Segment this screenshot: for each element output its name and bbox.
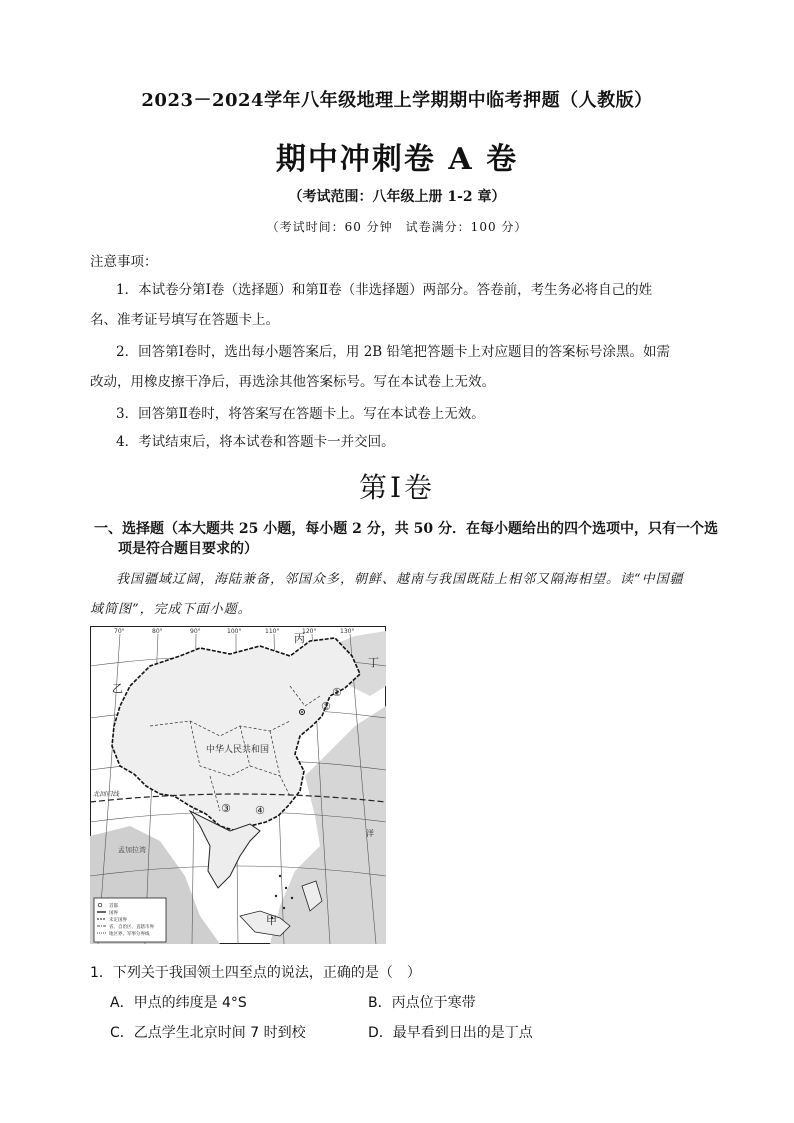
bay-of-bengal-label: 孟加拉湾: [118, 846, 146, 854]
tropic-of-cancer-label: 北回归线: [93, 790, 119, 798]
question-1-option-d[interactable]: D．最早看到日出的是丁点: [368, 1025, 533, 1041]
notes-heading: 注意事项：: [90, 254, 158, 270]
longitude-label: 80°: [152, 628, 163, 635]
point-ding: 丁: [368, 656, 379, 669]
longitude-label: 110°: [265, 628, 280, 635]
legend-item: 国界: [109, 911, 118, 916]
country-label: 中华人民共和国: [206, 745, 270, 755]
note-item-1: 1．本试卷分第Ⅰ卷（选择题）和第Ⅱ卷（非选择题）两部分。答卷前，考生务必将自己的姓: [116, 282, 653, 298]
point-bing: 丙: [294, 632, 305, 645]
marker-1: ①: [332, 686, 342, 699]
legend-item: 首都: [109, 904, 118, 909]
point-yi: 乙: [112, 682, 123, 695]
longitude-label: 120°: [302, 628, 317, 635]
note-item-2: 2．回答第Ⅰ卷时，选出每小题答案后，用 2B 铅笔把答题卡上对应题目的答案标号涂黑。如需: [116, 344, 671, 360]
longitude-label: 100°: [227, 628, 242, 635]
longitude-label: 90°: [190, 628, 201, 635]
question-1-option-a[interactable]: A．甲点的纬度是 4°S: [110, 995, 247, 1011]
legend-item: 地区界、军事分界线: [109, 932, 150, 937]
note-item-4: 4．考试结束后，将本试卷和答题卡一并交回。: [116, 434, 395, 450]
note-item-3: 3．回答第Ⅱ卷时，将答案写在答题卡上。写在本试卷上无效。: [116, 406, 485, 422]
marker-3: ③: [221, 802, 231, 815]
legend-item: 省、自治区、直辖市界: [109, 925, 154, 930]
document-top-title: 2023－2024学年八年级地理上学期期中临考押题（人教版）: [141, 90, 653, 111]
ocean-label: 洋: [366, 829, 374, 838]
question-intro: 我国疆域辽阔，海陆兼备，邻国众多，朝鲜、越南与我国既陆上相邻又隔海相望。读“中国疆: [116, 572, 684, 587]
question-intro-cont: 域简图”，完成下面小题。: [90, 602, 252, 617]
question-1-stem: 1．下列关于我国领土四至点的说法，正确的是（ ）: [90, 965, 421, 981]
legend-item: 未定国界: [109, 918, 127, 923]
question-1-option-b[interactable]: B．丙点位于寒带: [368, 995, 476, 1011]
marker-2: ②: [321, 700, 331, 713]
note-item-1-cont: 名、准考证号填写在答题卡上。: [90, 312, 279, 328]
note-item-2-cont: 改动，用橡皮擦干净后，再选涂其他答案标号。写在本试卷上无效。: [90, 374, 495, 390]
document-main-title: 期中冲刺卷 A 卷: [275, 142, 519, 177]
section-heading: 一、选择题（本大题共 25 小题，每小题 2 分，共 50 分．在每小题给出的四个选项中，只有一个选: [94, 521, 718, 537]
section-heading-cont: 项是符合题目要求的）: [118, 541, 258, 557]
question-1-option-c[interactable]: C．乙点学生北京时间 7 时到校: [110, 1025, 306, 1041]
exam-time: （考试时间：60 分钟 试卷满分：100 分）: [266, 220, 528, 234]
longitude-label: 70°: [114, 628, 125, 635]
china-territory-map: [90, 626, 386, 944]
longitude-label: 130°: [340, 628, 355, 635]
volume-title: 第Ⅰ卷: [358, 471, 436, 504]
point-jia: 甲: [266, 914, 277, 927]
exam-range: （考试范围：八年级上册 1-2 章）: [288, 189, 506, 205]
map-legend: [94, 898, 166, 942]
marker-4: ④: [255, 804, 265, 817]
